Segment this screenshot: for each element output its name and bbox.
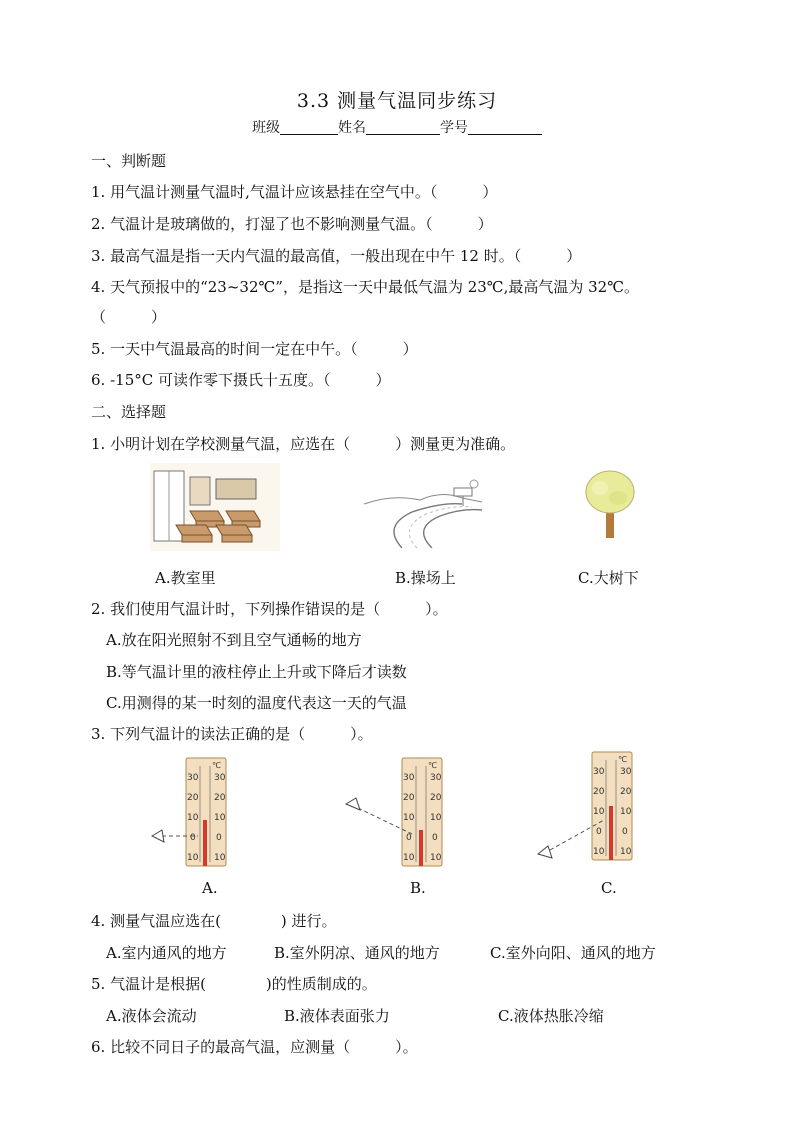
- thermo-b-left-10: 10: [403, 813, 415, 823]
- thermo-b-right-10: 10: [430, 813, 442, 823]
- q4-option-a[interactable]: A.室内通风的地方: [106, 944, 227, 962]
- thermometer-b: [340, 756, 450, 868]
- q6-stem: 6. 比较不同日子的最高气温，应测量（ ）。: [91, 1038, 418, 1056]
- thermo-a-right-10: 10: [214, 813, 226, 823]
- thermometer-c: [530, 750, 642, 866]
- thermo-c-left-20: 20: [593, 787, 605, 797]
- thermo-a-eye-icon: [152, 830, 164, 842]
- big-tree-illustration: [584, 468, 636, 540]
- q5-option-c[interactable]: C.液体热胀冷缩: [498, 1007, 604, 1025]
- name-blank[interactable]: [366, 120, 440, 135]
- student-info-line: [0, 117, 794, 137]
- name-label: 姓名: [338, 120, 366, 136]
- thermo-b-left-20: 20: [403, 793, 415, 803]
- q2-stem: 2. 我们使用气温计时，下列操作错误的是（ ）。: [91, 600, 448, 618]
- thermo-a-right-0: 0: [216, 833, 222, 843]
- thermo-c-right-neg10: 10: [620, 847, 632, 857]
- q4-option-c[interactable]: C.室外向阳、通风的地方: [490, 944, 656, 962]
- judge-item-5: 5. 一天中气温最高的时间一定在中午。（ ）: [91, 340, 418, 358]
- judge-item-1: 1. 用气温计测量气温时,气温计应该悬挂在空气中。（ ）: [91, 183, 498, 201]
- thermo-c-right-30: 30: [620, 767, 632, 777]
- thermo-a-left-0: 0: [190, 833, 196, 843]
- thermo-a-right-neg10: 10: [214, 853, 226, 863]
- q2-option-c[interactable]: C.用测得的某一时刻的温度代表这一天的气温: [106, 694, 407, 712]
- section1-heading: 一、判断题: [91, 152, 167, 170]
- judge-item-6: 6. -15°C 可读作零下摄氏十五度。（ ）: [91, 371, 391, 389]
- q2-option-a[interactable]: A.放在阳光照射不到且空气通畅的地方: [106, 631, 362, 649]
- thermo-b-right-0: 0: [432, 833, 438, 843]
- thermo-a-right-30: 30: [214, 773, 226, 783]
- page-title: 3.3 测量气温同步练习: [296, 90, 498, 112]
- thermo-b-left-0: 0: [406, 833, 412, 843]
- section2-heading: 二、选择题: [91, 403, 167, 421]
- q3-option-a[interactable]: A.: [202, 879, 218, 897]
- q1-stem: 1. 小明计划在学校测量气温，应选在（ ）测量更为准确。: [91, 435, 516, 453]
- thermo-b-liquid: [419, 830, 423, 866]
- classroom-illustration: [150, 463, 280, 551]
- thermo-b-right-neg10: 10: [430, 853, 442, 863]
- class-blank[interactable]: [280, 120, 338, 135]
- q1-option-c[interactable]: C.大树下: [578, 569, 639, 587]
- number-blank[interactable]: [468, 120, 542, 135]
- thermo-a-left-10: 10: [187, 813, 199, 823]
- q5-stem: 5. 气温计是根据( )的性质制成的。: [91, 975, 377, 993]
- judge-item-4: 4. 天气预报中的“23~32℃”，是指这一天中最低气温为 23℃,最高气温为 32℃。: [91, 278, 639, 296]
- thermo-b-left-neg10: 10: [403, 853, 415, 863]
- thermo-a-liquid: [203, 820, 207, 866]
- thermo-c-unit: ℃: [618, 755, 627, 764]
- judge-item-4-bracket: （ ）: [91, 308, 167, 326]
- judge-item-2: 2. 气温计是玻璃做的，打湿了也不影响测量气温。（ ）: [91, 215, 493, 233]
- thermo-b-left-30: 30: [403, 773, 415, 783]
- thermo-a-left-20: 20: [187, 793, 199, 803]
- q5-option-a[interactable]: A.液体会流动: [106, 1007, 197, 1025]
- thermo-c-right-10: 10: [620, 807, 632, 817]
- thermo-a-right-20: 20: [214, 793, 226, 803]
- q1-option-a[interactable]: A.教室里: [155, 569, 216, 587]
- q1-option-b[interactable]: B.操场上: [395, 569, 456, 587]
- thermo-c-left-30: 30: [593, 767, 605, 777]
- q5-option-b[interactable]: B.液体表面张力: [284, 1007, 390, 1025]
- thermo-c-left-0: 0: [596, 827, 602, 837]
- number-label: 学号: [440, 120, 468, 136]
- class-label: 班级: [252, 120, 280, 136]
- thermo-c-right-0: 0: [622, 827, 628, 837]
- thermo-b-right-30: 30: [430, 773, 442, 783]
- thermo-b-unit: ℃: [428, 761, 437, 770]
- q3-stem: 3. 下列气温计的读法正确的是（ ）。: [91, 725, 373, 743]
- thermo-a-unit: ℃: [212, 761, 221, 770]
- thermo-b-right-20: 20: [430, 793, 442, 803]
- judge-item-3: 3. 最高气温是指一天内气温的最高值，一般出现在中午 12 时。（ ）: [91, 247, 582, 265]
- thermo-c-left-neg10: 10: [593, 847, 605, 857]
- q4-stem: 4. 测量气温应选在( ) 进行。: [91, 912, 337, 930]
- thermo-b-eye-icon: [346, 798, 360, 810]
- q3-option-b[interactable]: B.: [410, 879, 426, 897]
- thermo-c-right-20: 20: [620, 787, 632, 797]
- thermo-a-left-neg10: 10: [187, 853, 199, 863]
- thermo-a-left-30: 30: [187, 773, 199, 783]
- q3-option-c[interactable]: C.: [601, 879, 617, 897]
- thermometer-a: [148, 756, 238, 868]
- thermo-c-eye-icon: [538, 846, 552, 858]
- playground-illustration: [362, 476, 484, 548]
- thermo-c-left-10: 10: [593, 807, 605, 817]
- thermo-c-liquid: [609, 806, 613, 860]
- q4-option-b[interactable]: B.室外阴凉、通风的地方: [274, 944, 440, 962]
- q2-option-b[interactable]: B.等气温计里的液柱停止上升或下降后才读数: [106, 663, 407, 681]
